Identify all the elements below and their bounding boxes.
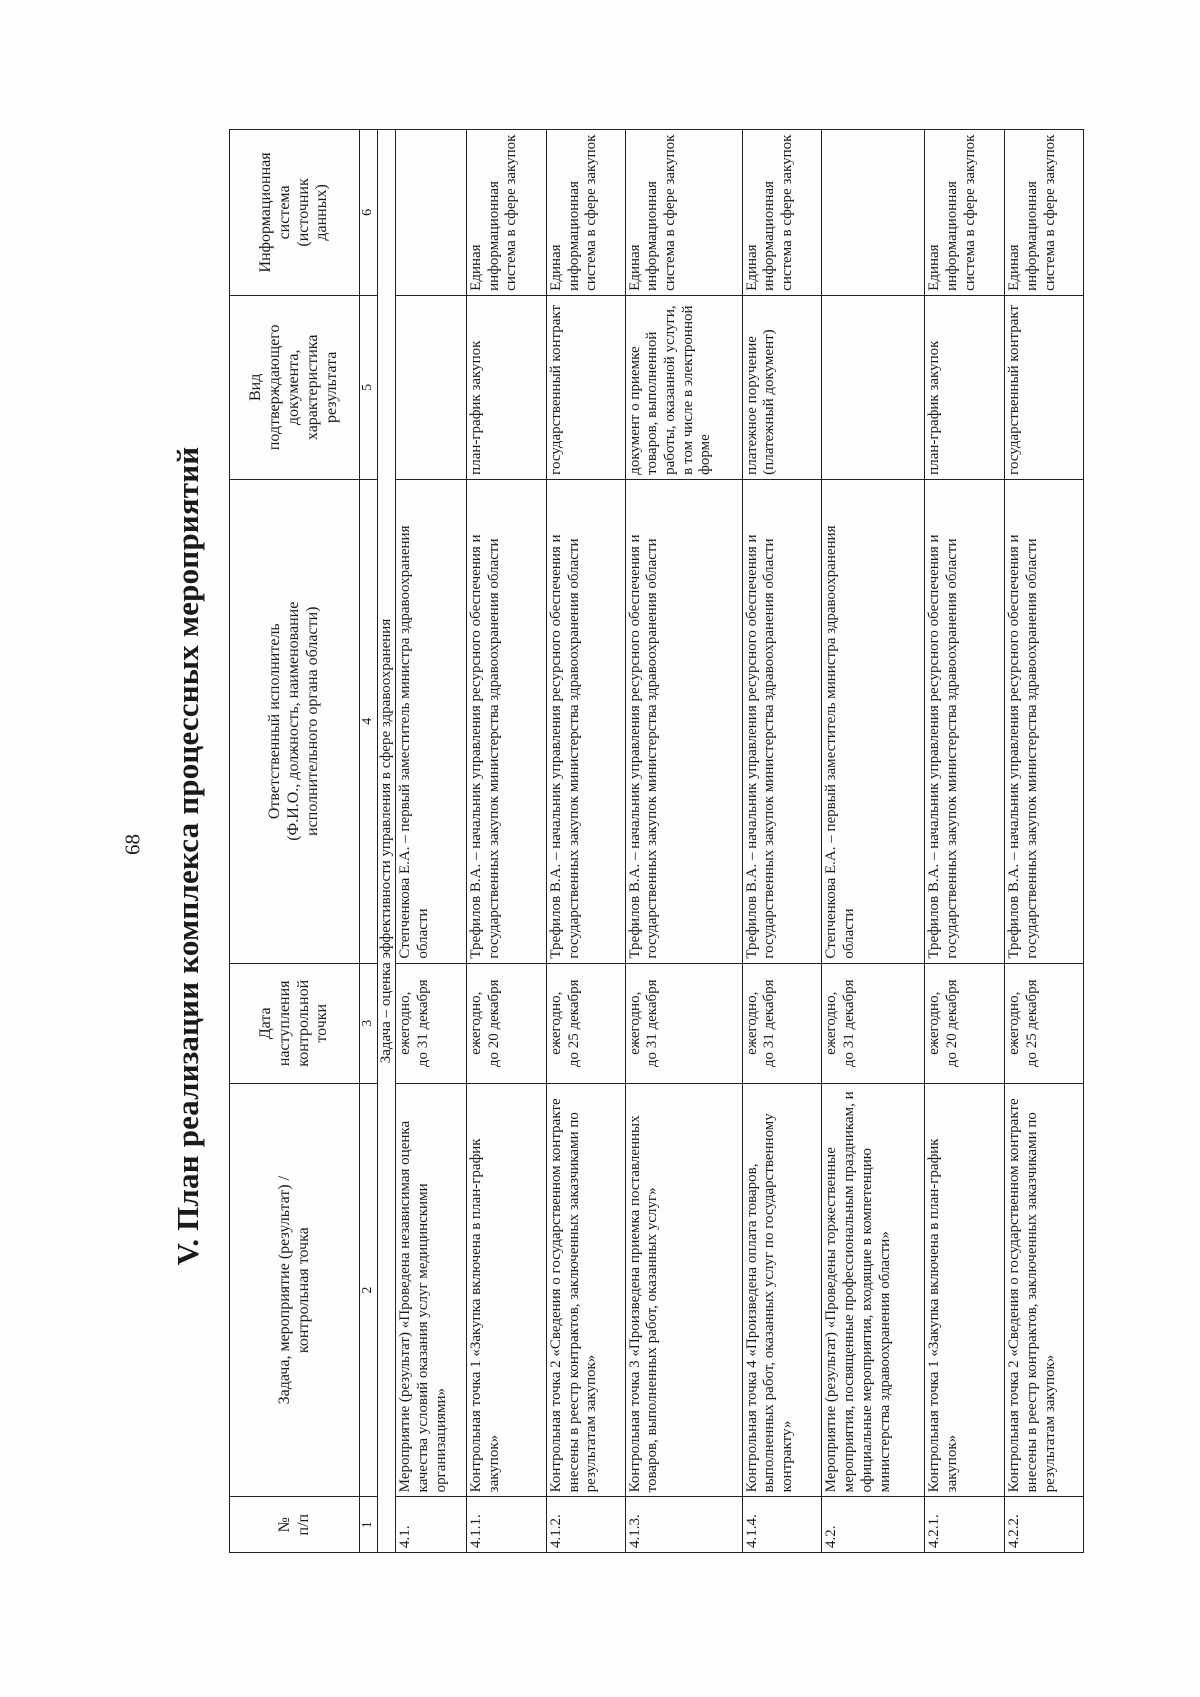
row-responsible: Трефилов В.А. – начальник управления ресурсного обеспечения и государственных закупок министерства здравоохранения области <box>1005 479 1084 963</box>
row-responsible: Трефилов В.А. – начальник управления ресурсного обеспечения и государственных закупок министерства здравоохранения области <box>925 479 1005 963</box>
row-responsible: Трефилов В.А. – начальник управления ресурсного обеспечения и государственных закупок министерства здравоохранения области <box>625 479 742 963</box>
row-document: государственный контракт <box>1005 295 1084 479</box>
column-number: 1 <box>360 1497 378 1553</box>
column-number: 3 <box>360 963 378 1083</box>
row-number: 4.1.1. <box>467 1497 547 1553</box>
row-date: ежегодно, до 31 декабря <box>742 963 822 1083</box>
table-row <box>467 130 547 1553</box>
table-row <box>925 130 1005 1553</box>
row-document: государственный контракт <box>546 295 625 479</box>
column-number: 2 <box>360 1083 378 1496</box>
row-task-name: Контрольная точка 2 «Сведения о государственном контракте внесены в реестр контрактов, заключенных заказчиками по результатам закупок» <box>1005 1083 1084 1496</box>
row-system: Единая информационная система в сфере закупок <box>742 130 822 296</box>
row-system: Единая информационная система в сфере закупок <box>625 130 742 296</box>
table-row <box>822 130 925 1553</box>
column-number: 4 <box>360 479 378 963</box>
table-row <box>742 130 822 1553</box>
row-responsible: Трефилов В.А. – начальник управления ресурсного обеспечения и государственных закупок министерства здравоохранения области <box>742 479 822 963</box>
row-number: 4.1. <box>396 1497 467 1553</box>
column-number-row <box>360 130 378 1553</box>
row-task-name: Контрольная точка 3 «Произведена приемка поставленных товаров, выполненных работ, оказанных услуг» <box>625 1083 742 1496</box>
row-date: ежегодно, до 31 декабря <box>625 963 742 1083</box>
row-task-name: Контрольная точка 2 «Сведения о государственном контракте внесены в реестр контрактов, заключенных заказчиками по результатам закупок» <box>546 1083 625 1496</box>
table-row <box>1005 130 1084 1553</box>
row-system <box>822 130 925 296</box>
row-task-name: Контрольная точка 1 «Закупка включена в план-график закупок» <box>925 1083 1005 1496</box>
row-number: 4.2.1. <box>925 1497 1005 1553</box>
row-document: план-график закупок <box>925 295 1005 479</box>
header-cell-number: № п/п <box>230 1497 360 1553</box>
column-number: 6 <box>360 130 378 296</box>
row-document: платежное поручение (платежный документ) <box>742 295 822 479</box>
header-cell-system: Информационная система (источник данных) <box>230 130 360 296</box>
table-header-row <box>230 130 360 1553</box>
task-row <box>377 130 396 1553</box>
row-number: 4.1.3. <box>625 1497 742 1553</box>
rotated-table-container <box>229 129 1084 1553</box>
row-number: 4.1.4. <box>742 1497 822 1553</box>
row-number: 4.1.2. <box>546 1497 625 1553</box>
row-document: план-график закупок <box>467 295 547 479</box>
row-document <box>822 295 925 479</box>
header-cell-responsible: Ответственный исполнитель (Ф.И.О., должность, наименование исполнительного органа области) <box>230 479 360 963</box>
row-responsible: Степченкова Е.А. – первый заместитель министра здравоохранения области <box>822 479 925 963</box>
row-date: ежегодно, до 20 декабря <box>467 963 547 1083</box>
row-system: Единая информационная система в сфере закупок <box>1005 130 1084 296</box>
process-plan-table <box>229 129 1084 1553</box>
table-row <box>396 130 467 1553</box>
row-number: 4.2.2. <box>1005 1497 1084 1553</box>
row-date: ежегодно, до 20 декабря <box>925 963 1005 1083</box>
row-system <box>396 130 467 296</box>
page-title: V. План реализации комплекса процессных мероприятий <box>170 446 205 1266</box>
column-number: 5 <box>360 295 378 479</box>
row-task-name: Контрольная точка 1 «Закупка включена в план-график закупок» <box>467 1083 547 1496</box>
row-task-name: Мероприятие (результат) «Проведены торжественные мероприятия, посвященные профессиональным праздникам, и официальные мероприятия, входящие в компетенцию министерства здравоохранения области» <box>822 1083 925 1496</box>
row-date: ежегодно, до 31 декабря <box>822 963 925 1083</box>
row-number: 4.2. <box>822 1497 925 1553</box>
row-date: ежегодно, до 31 декабря <box>396 963 467 1083</box>
row-task-name: Контрольная точка 4 «Произведена оплата товаров, выполненных работ, оказанных услуг по государственному контракту» <box>742 1083 822 1496</box>
row-document: документ о приемке товаров, выполненной работы, оказанной услуги, в том числе в электронной форме <box>625 295 742 479</box>
table-row <box>546 130 625 1553</box>
page-number: 68 <box>120 834 145 855</box>
row-date: ежегодно, до 25 декабря <box>546 963 625 1083</box>
row-responsible: Трефилов В.А. – начальник управления ресурсного обеспечения и государственных закупок министерства здравоохранения области <box>467 479 547 963</box>
row-system: Единая информационная система в сфере закупок <box>467 130 547 296</box>
header-cell-task: Задача, мероприятие (результат) / контрольная точка <box>230 1083 360 1496</box>
row-responsible: Степченкова Е.А. – первый заместитель министра здравоохранения области <box>396 479 467 963</box>
row-task-name: Мероприятие (результат) «Проведена независимая оценка качества условий оказания услуг медицинскими организациями» <box>396 1083 467 1496</box>
row-date: ежегодно, до 25 декабря <box>1005 963 1084 1083</box>
header-cell-date: Дата наступления контрольной точки <box>230 963 360 1083</box>
row-system: Единая информационная система в сфере закупок <box>925 130 1005 296</box>
row-document <box>396 295 467 479</box>
table-row <box>625 130 742 1553</box>
task-title: Задача – оценка эффективности управления в сфере здравоохранения <box>377 130 396 1553</box>
row-system: Единая информационная система в сфере закупок <box>546 130 625 296</box>
header-cell-document: Вид подтверждающего документа, характеристика результата <box>230 295 360 479</box>
row-responsible: Трефилов В.А. – начальник управления ресурсного обеспечения и государственных закупок министерства здравоохранения области <box>546 479 625 963</box>
